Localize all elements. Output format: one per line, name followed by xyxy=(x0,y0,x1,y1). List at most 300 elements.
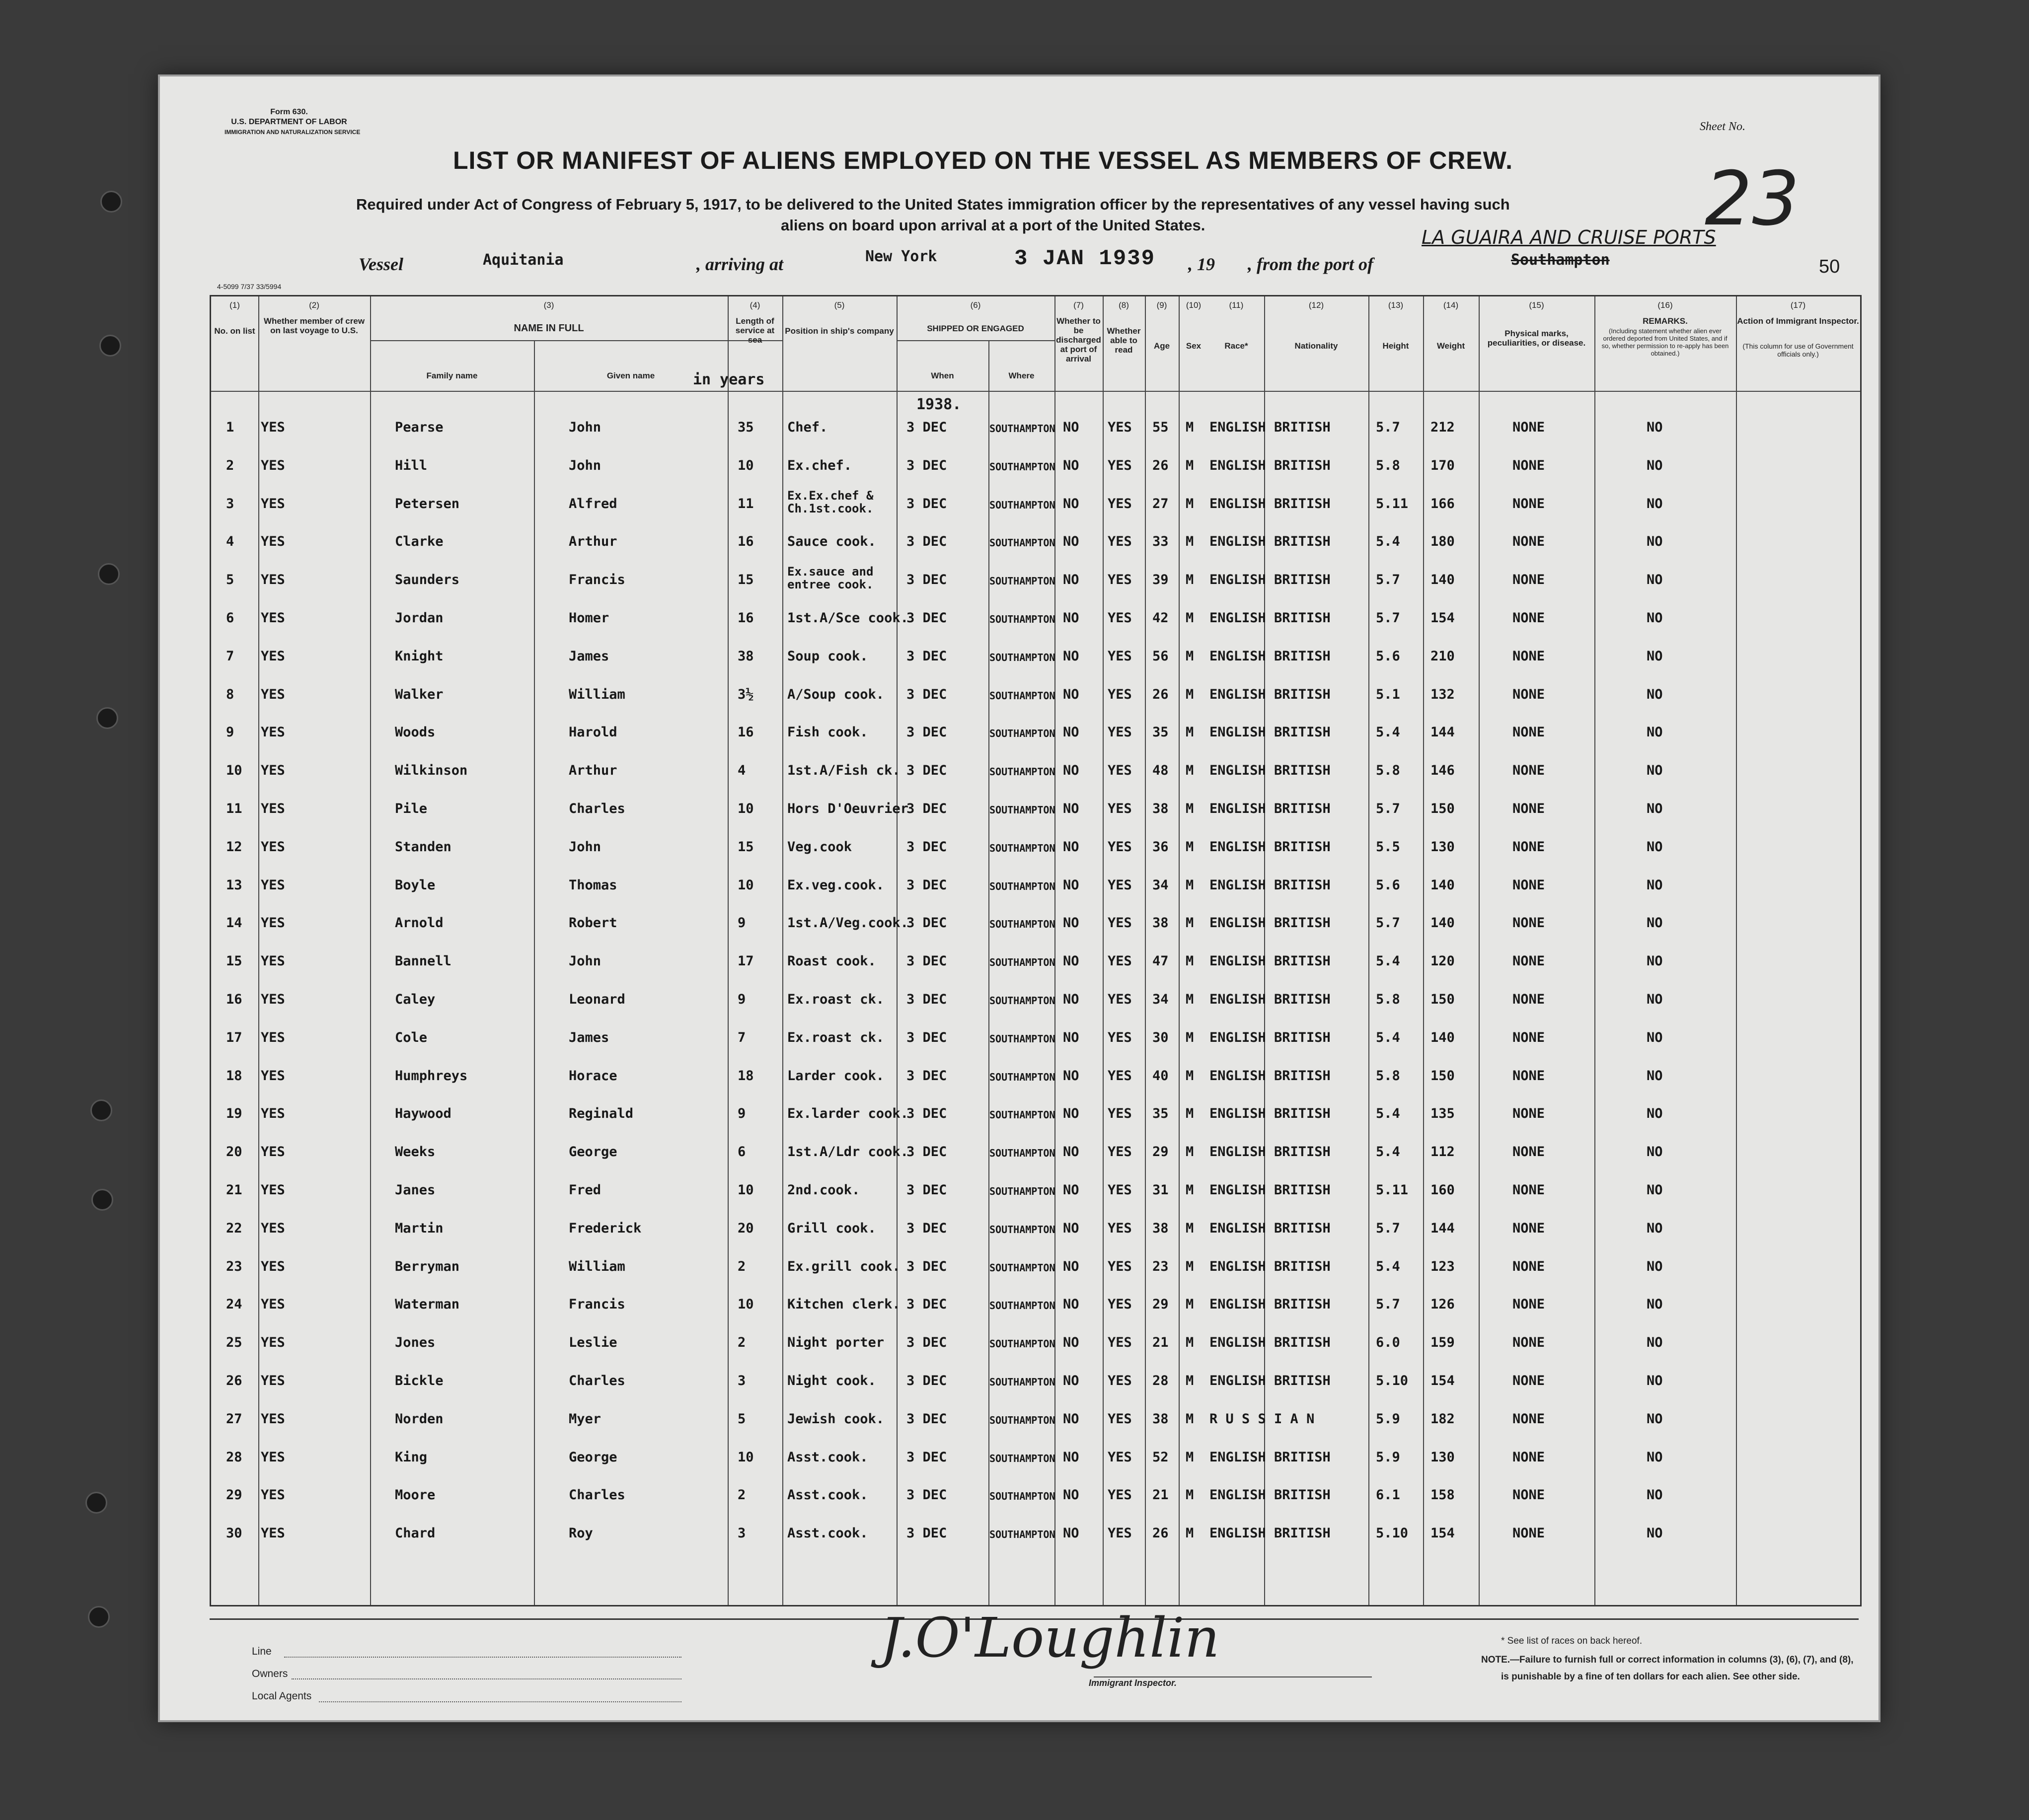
nationality: BRITISH xyxy=(1274,1526,1331,1541)
weight: 130 xyxy=(1430,1449,1455,1465)
shipped-where: SOUTHAMPTON xyxy=(989,1338,1055,1350)
crew-last-voyage: YES xyxy=(261,877,285,893)
service-name: IMMIGRATION AND NATURALIZATION SERVICE xyxy=(225,129,361,136)
nationality: BRITISH xyxy=(1274,1029,1331,1045)
crew-last-voyage: YES xyxy=(261,1144,285,1160)
given-name: Charles xyxy=(569,801,625,816)
table-row xyxy=(211,797,1860,835)
race: ENGLISH xyxy=(1209,648,1266,664)
nationality: BRITISH xyxy=(1274,1487,1331,1503)
position: 1st.A/Fish ck. xyxy=(787,763,901,779)
row-number: 7 xyxy=(226,648,234,664)
discharge-at-port: NO xyxy=(1063,648,1079,664)
shipped-when: 3 DEC xyxy=(906,953,947,969)
given-name: Leonard xyxy=(569,992,625,1007)
owners-label: Owners xyxy=(252,1668,288,1679)
position: Asst.cook. xyxy=(787,1487,868,1503)
sex: M xyxy=(1186,1258,1194,1274)
race: ENGLISH xyxy=(1209,1487,1266,1503)
position: 2nd.cook. xyxy=(787,1182,860,1198)
crew-last-voyage: YES xyxy=(261,1297,285,1312)
discharge-at-port: NO xyxy=(1063,457,1079,473)
height: 5.4 xyxy=(1376,953,1400,969)
service-years: 9 xyxy=(738,1106,746,1122)
service-years: 16 xyxy=(738,610,754,626)
header-last-voyage: Whether member of crew on last voyage to U.S. xyxy=(263,316,365,335)
sex: M xyxy=(1186,496,1194,511)
header-remarks: REMARKS. xyxy=(1643,316,1688,326)
position: Ex.larder cook. xyxy=(787,1106,908,1122)
physical-marks: NONE xyxy=(1512,1526,1545,1541)
weight: 154 xyxy=(1430,1373,1455,1388)
age: 33 xyxy=(1152,534,1169,550)
physical-marks: NONE xyxy=(1512,915,1545,931)
col-num-13: (13) xyxy=(1388,300,1404,310)
remarks: NO xyxy=(1647,1297,1663,1312)
remarks: NO xyxy=(1647,610,1663,626)
form-number: Form 630. xyxy=(270,108,308,116)
binder-hole xyxy=(90,1099,112,1121)
nationality: BRITISH xyxy=(1274,457,1331,473)
age: 26 xyxy=(1152,1526,1169,1541)
race: ENGLISH xyxy=(1209,1526,1266,1541)
discharge-at-port: NO xyxy=(1063,1411,1079,1427)
height: 5.7 xyxy=(1376,572,1400,588)
arriving-label: , arriving at xyxy=(696,254,784,274)
height: 6.1 xyxy=(1376,1487,1400,1503)
shipped-when: 3 DEC xyxy=(906,915,947,931)
nationality: BRITISH xyxy=(1274,877,1331,893)
able-to-read: YES xyxy=(1108,1335,1132,1351)
shipped-where: SOUTHAMPTON xyxy=(989,918,1055,931)
height: 5.4 xyxy=(1376,534,1400,550)
given-name: Alfred xyxy=(569,496,617,511)
able-to-read: YES xyxy=(1108,953,1132,969)
age: 34 xyxy=(1152,992,1169,1007)
row-number: 2 xyxy=(226,457,234,473)
shipped-where: SOUTHAMPTON xyxy=(989,956,1055,969)
given-name: Homer xyxy=(569,610,609,626)
discharge-at-port: NO xyxy=(1063,1449,1079,1465)
service-years: 10 xyxy=(738,801,754,816)
physical-marks: NONE xyxy=(1512,1297,1545,1312)
physical-marks: NONE xyxy=(1512,953,1545,969)
service-years: 16 xyxy=(738,725,754,740)
table-row xyxy=(211,988,1860,1025)
crew-last-voyage: YES xyxy=(261,1182,285,1198)
physical-marks: NONE xyxy=(1512,1449,1545,1465)
position: Veg.cook xyxy=(787,839,852,855)
weight: 154 xyxy=(1430,1526,1455,1541)
service-years: 2 xyxy=(738,1487,746,1503)
race: ENGLISH xyxy=(1209,763,1266,779)
able-to-read: YES xyxy=(1108,839,1132,855)
shipped-when: 3 DEC xyxy=(906,534,947,550)
able-to-read: YES xyxy=(1108,1182,1132,1198)
note-failure-1: NOTE.—Failure to furnish full or correct information in columns (3), (6), (7), and (8), xyxy=(1481,1655,1854,1665)
race: ENGLISH xyxy=(1209,534,1266,550)
age: 36 xyxy=(1152,839,1169,855)
service-years: 5 xyxy=(738,1411,746,1427)
year-label: , 19 xyxy=(1188,254,1215,274)
table-row xyxy=(211,1369,1860,1407)
given-name: Thomas xyxy=(569,877,617,893)
shipped-when: 3 DEC xyxy=(906,1182,947,1198)
table-row xyxy=(211,1102,1860,1140)
shipped-where: SOUTHAMPTON xyxy=(989,804,1055,816)
shipped-when: 3 DEC xyxy=(906,725,947,740)
given-name: Harold xyxy=(569,725,617,740)
position: Sauce cook. xyxy=(787,534,876,550)
crew-last-voyage: YES xyxy=(261,1411,285,1427)
position: 1st.A/Sce cook. xyxy=(787,610,908,626)
header-weight: Weight xyxy=(1436,341,1465,351)
col-num-9: (9) xyxy=(1156,300,1167,310)
table-row xyxy=(211,1407,1860,1445)
discharge-at-port: NO xyxy=(1063,534,1079,550)
col-num-15: (15) xyxy=(1529,300,1544,310)
discharge-at-port: NO xyxy=(1063,877,1079,893)
service-years: 10 xyxy=(738,1449,754,1465)
age: 34 xyxy=(1152,877,1169,893)
able-to-read: YES xyxy=(1108,725,1132,740)
table-row xyxy=(211,416,1860,453)
row-number: 24 xyxy=(226,1297,242,1312)
col-num-10: (10) xyxy=(1186,300,1202,310)
binder-hole xyxy=(91,1189,113,1211)
table-row xyxy=(211,606,1860,644)
shipped-where: SOUTHAMPTON xyxy=(989,613,1055,625)
table-row xyxy=(211,874,1860,911)
line-label: Line xyxy=(252,1646,272,1657)
able-to-read: YES xyxy=(1108,1411,1132,1427)
binder-hole xyxy=(100,191,122,213)
family-name: Humphreys xyxy=(395,1068,468,1084)
service-years: 2 xyxy=(738,1335,746,1351)
weight: 212 xyxy=(1430,420,1455,435)
weight: 130 xyxy=(1430,839,1455,855)
remarks: NO xyxy=(1647,534,1663,550)
table-row xyxy=(211,949,1860,987)
service-years: 16 xyxy=(738,534,754,550)
discharge-at-port: NO xyxy=(1063,686,1079,702)
note-races: * See list of races on back hereof. xyxy=(1501,1636,1643,1646)
row-number: 26 xyxy=(226,1373,242,1388)
given-name: John xyxy=(569,420,601,435)
crew-last-voyage: YES xyxy=(261,572,285,588)
row-number: 17 xyxy=(226,1029,242,1045)
weight: 140 xyxy=(1430,877,1455,893)
row-number: 20 xyxy=(226,1144,242,1160)
weight: 166 xyxy=(1430,496,1455,511)
physical-marks: NONE xyxy=(1512,1411,1545,1427)
discharge-at-port: NO xyxy=(1063,763,1079,779)
position: Grill cook. xyxy=(787,1220,876,1236)
shipped-when: 3 DEC xyxy=(906,1106,947,1122)
family-name: Weeks xyxy=(395,1144,436,1160)
able-to-read: YES xyxy=(1108,1106,1132,1122)
nationality: BRITISH xyxy=(1274,1373,1331,1388)
nationality: BRITISH xyxy=(1274,1106,1331,1122)
weight: 159 xyxy=(1430,1335,1455,1351)
family-name: Saunders xyxy=(395,572,460,588)
able-to-read: YES xyxy=(1108,572,1132,588)
inspector-label: Immigrant Inspector. xyxy=(1089,1678,1177,1688)
able-to-read: YES xyxy=(1108,1449,1132,1465)
physical-marks: NONE xyxy=(1512,1258,1545,1274)
sex: M xyxy=(1186,1335,1194,1351)
remarks: NO xyxy=(1647,496,1663,511)
sex: M xyxy=(1186,877,1194,893)
family-name: Pile xyxy=(395,801,428,816)
service-years: 11 xyxy=(738,496,754,511)
position: A/Soup cook. xyxy=(787,686,885,702)
physical-marks: NONE xyxy=(1512,1182,1545,1198)
race: ENGLISH xyxy=(1209,1297,1266,1312)
nationality: BRITISH xyxy=(1274,534,1331,550)
given-name: John xyxy=(569,953,601,969)
given-name: Charles xyxy=(569,1373,625,1388)
discharge-at-port: NO xyxy=(1063,1106,1079,1122)
shipped-when: 3 DEC xyxy=(906,877,947,893)
height: 5.9 xyxy=(1376,1449,1400,1465)
given-name: Leslie xyxy=(569,1335,617,1351)
shipped-where: SOUTHAMPTON xyxy=(989,1300,1055,1312)
shipped-where: SOUTHAMPTON xyxy=(989,651,1055,663)
sex: M xyxy=(1186,1411,1194,1427)
binder-hole xyxy=(99,335,121,357)
position: Night cook. xyxy=(787,1373,876,1388)
subtitle-line-1: Required under Act of Congress of February 5, 1917, to be delivered to the United States immigration officer by the representatives of any vessel having such xyxy=(356,196,1510,213)
height: 5.6 xyxy=(1376,877,1400,893)
shipped-when: 3 DEC xyxy=(906,839,947,855)
vessel-label: Vessel xyxy=(359,254,403,274)
sex: M xyxy=(1186,725,1194,740)
shipped-when: 3 DEC xyxy=(906,572,947,588)
service-years: 10 xyxy=(738,457,754,473)
age: 55 xyxy=(1152,420,1169,435)
discharge-at-port: NO xyxy=(1063,1220,1079,1236)
department: U.S. DEPARTMENT OF LABOR xyxy=(231,118,347,126)
row-number: 30 xyxy=(226,1526,242,1541)
family-name: Arnold xyxy=(395,915,444,931)
discharge-at-port: NO xyxy=(1063,1258,1079,1274)
row-number: 8 xyxy=(226,686,234,702)
race: ENGLISH xyxy=(1209,1182,1266,1198)
binder-hole xyxy=(98,563,120,585)
sex: M xyxy=(1186,839,1194,855)
header-shipped-engaged: SHIPPED OR ENGAGED xyxy=(927,324,1024,333)
weight: 140 xyxy=(1430,915,1455,931)
table-row xyxy=(211,1255,1860,1293)
discharge-at-port: NO xyxy=(1063,1029,1079,1045)
age: 38 xyxy=(1152,1220,1169,1236)
discharge-at-port: NO xyxy=(1063,610,1079,626)
table-row xyxy=(211,683,1860,721)
family-name: Wilkinson xyxy=(395,763,468,779)
physical-marks: NONE xyxy=(1512,801,1545,816)
given-name: William xyxy=(569,686,625,702)
sex: M xyxy=(1186,1068,1194,1084)
sex: M xyxy=(1186,1487,1194,1503)
given-name: Reginald xyxy=(569,1106,634,1122)
family-name: Standen xyxy=(395,839,451,855)
table-row xyxy=(211,565,1860,606)
sex: M xyxy=(1186,1297,1194,1312)
race: ENGLISH xyxy=(1209,1258,1266,1274)
shipped-when: 3 DEC xyxy=(906,1297,947,1312)
weight: 140 xyxy=(1430,1029,1455,1045)
physical-marks: NONE xyxy=(1512,648,1545,664)
remarks: NO xyxy=(1647,1526,1663,1541)
sheet-number: 23 xyxy=(1705,156,1800,242)
arriving-port: New York xyxy=(865,248,937,265)
shipped-where: SOUTHAMPTON xyxy=(989,995,1055,1007)
from-port: LA GUAIRA AND CRUISE PORTS xyxy=(1422,226,1716,248)
weight: 123 xyxy=(1430,1258,1455,1274)
sex: M xyxy=(1186,1449,1194,1465)
nationality: BRITISH xyxy=(1274,1220,1331,1236)
height: 5.7 xyxy=(1376,915,1400,931)
nationality: BRITISH xyxy=(1274,839,1331,855)
weight: 120 xyxy=(1430,953,1455,969)
table-row xyxy=(211,1331,1860,1369)
shipped-where: SOUTHAMPTON xyxy=(989,460,1055,473)
header-sex: Sex xyxy=(1186,341,1202,351)
service-years: 9 xyxy=(738,992,746,1007)
position: Fish cook. xyxy=(787,725,868,740)
row-number: 29 xyxy=(226,1487,242,1503)
discharge-at-port: NO xyxy=(1063,1297,1079,1312)
shipped-when: 3 DEC xyxy=(906,763,947,779)
able-to-read: YES xyxy=(1108,1297,1132,1312)
remarks: NO xyxy=(1647,877,1663,893)
sex: M xyxy=(1186,457,1194,473)
table-row xyxy=(211,911,1860,949)
remarks: NO xyxy=(1647,763,1663,779)
crew-last-voyage: YES xyxy=(261,686,285,702)
remarks: NO xyxy=(1647,801,1663,816)
physical-marks: NONE xyxy=(1512,1335,1545,1351)
header-physical-marks: Physical marks, peculiarities, or disease. xyxy=(1487,329,1586,348)
header-age: Age xyxy=(1153,341,1170,351)
col-num-8: (8) xyxy=(1119,300,1129,310)
shipped-when: 3 DEC xyxy=(906,1144,947,1160)
service-years: 20 xyxy=(738,1220,754,1236)
shipped-where: SOUTHAMPTON xyxy=(989,1071,1055,1083)
remarks: NO xyxy=(1647,1335,1663,1351)
service-years: 6 xyxy=(738,1144,746,1160)
age: 31 xyxy=(1152,1182,1169,1198)
shipped-where: SOUTHAMPTON xyxy=(989,1109,1055,1121)
table-row xyxy=(211,1178,1860,1216)
family-name: Martin xyxy=(395,1220,444,1236)
header-height: Height xyxy=(1382,341,1409,351)
crew-last-voyage: YES xyxy=(261,1373,285,1388)
weight: 180 xyxy=(1430,534,1455,550)
family-name: Knight xyxy=(395,648,444,664)
discharge-at-port: NO xyxy=(1063,1526,1079,1541)
height: 5.11 xyxy=(1376,496,1409,511)
remarks: NO xyxy=(1647,992,1663,1007)
height: 5.8 xyxy=(1376,1068,1400,1084)
position: Chef. xyxy=(787,420,828,435)
nationality: BRITISH xyxy=(1274,915,1331,931)
given-name: Francis xyxy=(569,572,625,588)
nationality: BRITISH xyxy=(1274,572,1331,588)
discharge-at-port: NO xyxy=(1063,1182,1079,1198)
race: ENGLISH xyxy=(1209,1335,1266,1351)
row-number: 21 xyxy=(226,1182,242,1198)
physical-marks: NONE xyxy=(1512,572,1545,588)
physical-marks: NONE xyxy=(1512,457,1545,473)
position: Ex.veg.cook. xyxy=(787,877,885,893)
position: Ex.roast ck. xyxy=(787,992,885,1007)
row-number: 3 xyxy=(226,496,234,511)
crew-last-voyage: YES xyxy=(261,534,285,550)
able-to-read: YES xyxy=(1108,1526,1132,1541)
race: ENGLISH xyxy=(1209,1144,1266,1160)
height: 5.10 xyxy=(1376,1373,1409,1388)
crew-last-voyage: YES xyxy=(261,1106,285,1122)
age: 47 xyxy=(1152,953,1169,969)
age: 42 xyxy=(1152,610,1169,626)
header-discharged: Whether to be discharged at port of arrival xyxy=(1056,316,1101,364)
remarks: NO xyxy=(1647,1411,1663,1427)
remarks: NO xyxy=(1647,915,1663,931)
manifest-sheet xyxy=(158,74,1880,1722)
age: 26 xyxy=(1152,686,1169,702)
table-row xyxy=(211,645,1860,682)
crew-last-voyage: YES xyxy=(261,1220,285,1236)
subtitle-line-2: aliens on board upon arrival at a port of the United States. xyxy=(781,217,1205,234)
nationality: BRITISH xyxy=(1274,725,1331,740)
race: ENGLISH xyxy=(1209,496,1266,511)
binder-hole xyxy=(85,1492,107,1514)
position: Ex.Ex.chef & Ch.1st.cook. xyxy=(787,488,874,515)
header-given-name: Given name xyxy=(606,371,655,380)
sex: M xyxy=(1186,1182,1194,1198)
col-num-17: (17) xyxy=(1790,300,1806,310)
shipped-where: SOUTHAMPTON xyxy=(989,423,1055,435)
given-name: John xyxy=(569,839,601,855)
given-name: George xyxy=(569,1449,617,1465)
crew-last-voyage: YES xyxy=(261,1487,285,1503)
nationality: BRITISH xyxy=(1274,420,1331,435)
able-to-read: YES xyxy=(1108,1258,1132,1274)
physical-marks: NONE xyxy=(1512,1220,1545,1236)
age: 29 xyxy=(1152,1144,1169,1160)
service-years: 9 xyxy=(738,915,746,931)
given-name: Horace xyxy=(569,1068,617,1084)
given-name: Charles xyxy=(569,1487,625,1503)
weight: 150 xyxy=(1430,801,1455,816)
remarks: NO xyxy=(1647,1258,1663,1274)
crew-table xyxy=(210,295,1862,1606)
physical-marks: NONE xyxy=(1512,839,1545,855)
able-to-read: YES xyxy=(1108,496,1132,511)
able-to-read: YES xyxy=(1108,877,1132,893)
remarks: NO xyxy=(1647,1449,1663,1465)
header-action-inspector: Action of Immigrant Inspector. xyxy=(1737,316,1859,326)
weight: 170 xyxy=(1430,457,1455,473)
from-label: , from the port of xyxy=(1248,254,1374,274)
height: 5.4 xyxy=(1376,1029,1400,1045)
shipped-where: SOUTHAMPTON xyxy=(989,1376,1055,1388)
given-name: Robert xyxy=(569,915,617,931)
able-to-read: YES xyxy=(1108,915,1132,931)
physical-marks: NONE xyxy=(1512,686,1545,702)
